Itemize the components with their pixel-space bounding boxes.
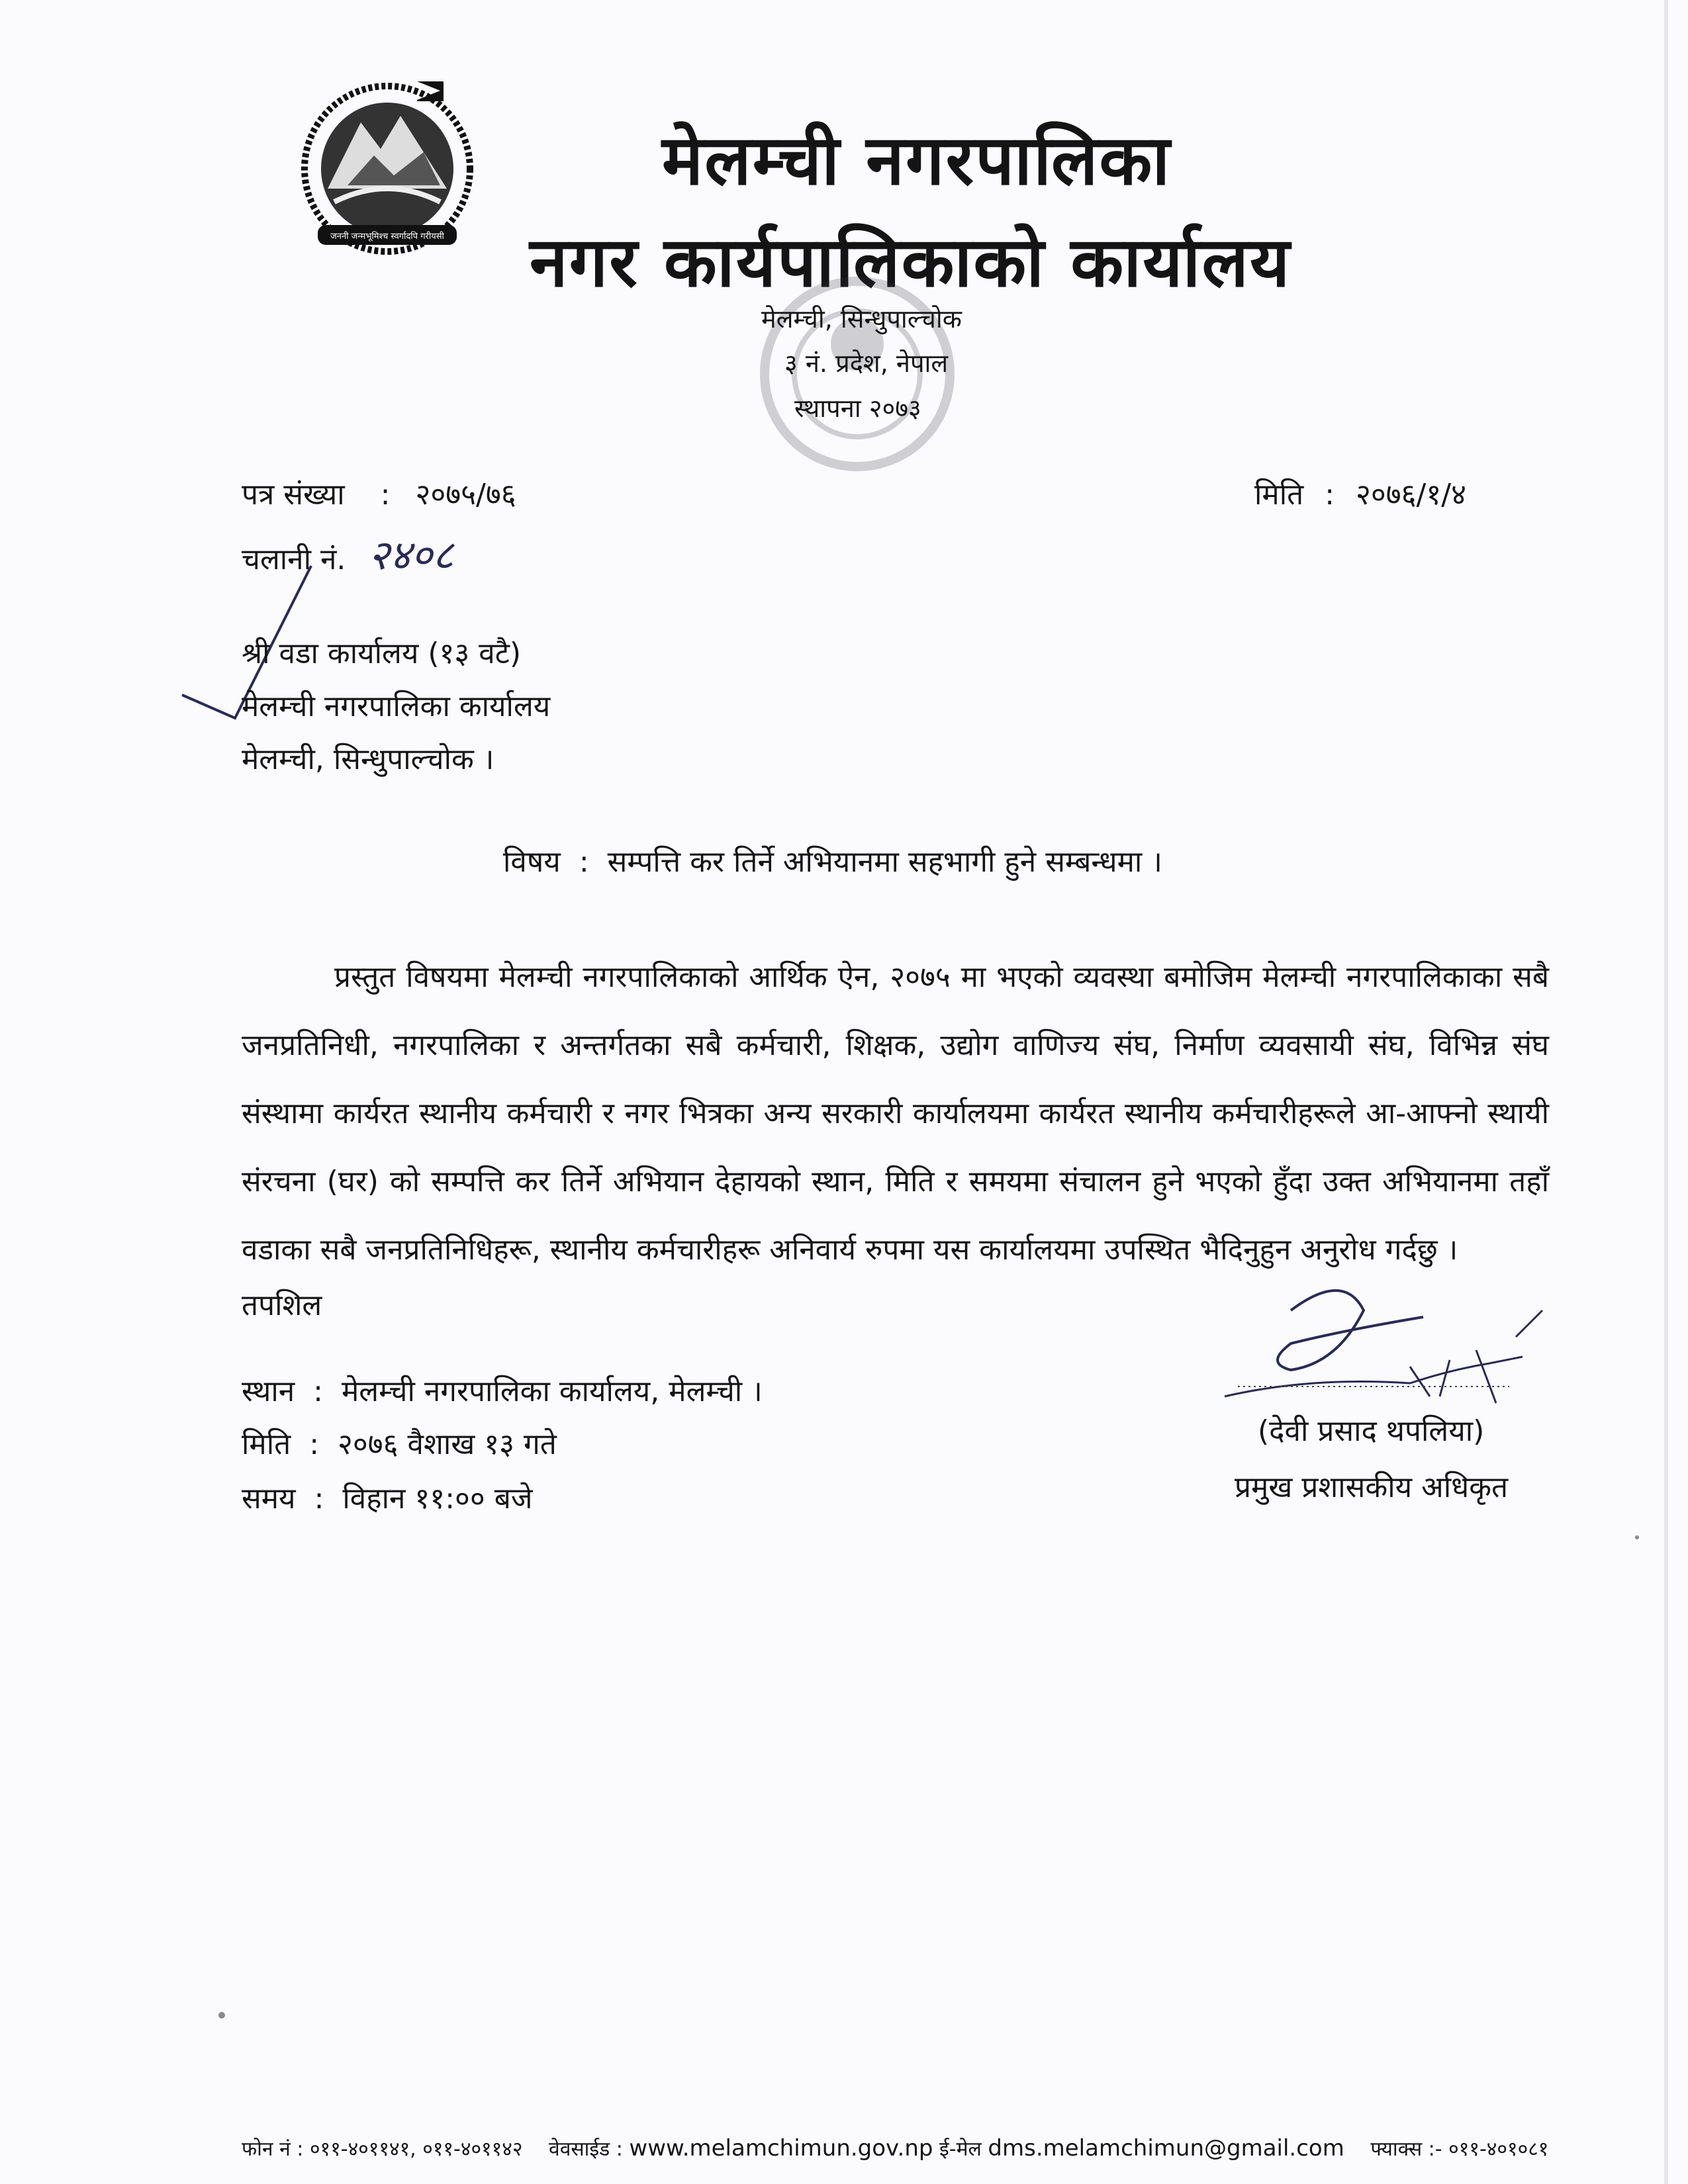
speck bbox=[218, 2012, 225, 2019]
detail-time-value: विहान ११:०० बजे bbox=[342, 1482, 533, 1516]
address-line-1: मेलम्ची, सिन्धुपाल्चोक bbox=[761, 304, 962, 334]
detail-time-label: समय bbox=[242, 1482, 296, 1516]
address-line-2: ३ नं. प्रदेश, नेपाल bbox=[784, 349, 949, 378]
office-title: नगर कार्यपालिकाको कार्यालय bbox=[530, 222, 1291, 302]
recipient-line-1: श्री वडा कार्यालय (१३ वटै) bbox=[242, 637, 522, 670]
footer-contact bbox=[242, 2134, 1665, 2161]
detail-place-label: स्थान bbox=[242, 1375, 295, 1408]
subject-text: सम्पत्ति कर तिर्ने अभियानमा सहभागी हुने सम्बन्धमा । bbox=[607, 845, 1162, 879]
municipality-title: मेलम्ची नगरपालिका bbox=[662, 120, 1172, 201]
detail-date-label: मिति bbox=[242, 1428, 291, 1461]
recipient-line-3: मेलम्ची, सिन्धुपाल्चोक । bbox=[242, 743, 494, 776]
detail-place-value: मेलम्ची नगरपालिका कार्यालय, मेलम्ची । bbox=[342, 1375, 763, 1408]
detail-time: समय : विहान ११:०० बजे bbox=[242, 1482, 533, 1516]
detail-date: मिति : २०७६ वैशाख १३ गते bbox=[242, 1428, 557, 1461]
speck bbox=[1635, 1535, 1639, 1539]
nepal-emblem-icon bbox=[281, 76, 493, 255]
subject: विषय : सम्पत्ति कर तिर्ने अभियानमा सहभागी हुने सम्बन्धमा । bbox=[503, 845, 1162, 879]
letter-number-value: २०७५/७६ bbox=[415, 478, 516, 512]
signatory-title: प्रमुख प्रशासकीय अधिकृत bbox=[1235, 1471, 1509, 1504]
detail-place: स्थान : मेलम्ची नगरपालिका कार्यालय, मेलम्ची । bbox=[242, 1375, 763, 1408]
detail-date-value: २०७६ वैशाख १३ गते bbox=[338, 1428, 557, 1461]
letter-date: मिति : २०७६/१/४ bbox=[1254, 478, 1466, 512]
footer-website-link[interactable]: www.melamchimun.gov.np bbox=[629, 2135, 933, 2161]
footer-fax-label: फ्याक्स :- bbox=[1370, 2138, 1442, 2161]
letter-number: पत्र संख्या : २०७५/७६ bbox=[242, 478, 516, 512]
subject-label: विषय bbox=[503, 845, 561, 879]
footer-email-link[interactable]: dms.melamchimun@gmail.com bbox=[988, 2135, 1344, 2161]
letter-date-value: २०७६/१/४ bbox=[1356, 478, 1466, 512]
dispatch-number-label: चलानी नं. bbox=[242, 543, 346, 576]
letter-number-label: पत्र संख्या bbox=[242, 478, 345, 512]
address-line-3: स्थापना २०७३ bbox=[794, 394, 921, 423]
footer-email-label: ई-मेल bbox=[939, 2138, 982, 2161]
footer-fax-value: ०११-४०१०८१ bbox=[1448, 2138, 1549, 2161]
details-heading: तपशिल bbox=[242, 1289, 322, 1322]
letter-date-label: मिति bbox=[1254, 478, 1304, 512]
dispatch-number-value: २४०८ bbox=[368, 531, 454, 579]
signatory-name: (देवी प्रसाद थपलिया) bbox=[1258, 1414, 1485, 1448]
footer-phone-value: ०११-४०११४१, ०११-४०११४२ bbox=[309, 2138, 523, 2161]
footer-website-label: वेवसाईड : bbox=[549, 2138, 623, 2161]
footer-phone-label: फोन नं : bbox=[242, 2138, 304, 2161]
recipient-line-2: मेलम्ची नगरपालिका कार्यालय bbox=[242, 690, 551, 723]
letter-body: प्रस्तुत विषयमा मेलम्ची नगरपालिकाको आर्थिक ऐन, २०७५ मा भएको व्यवस्था बमोजिम मेलम्ची नगरपालिकाका सबै जनप्रतिनिधी, नगरपालिका र अन्तर्गतका सबै कर्मचारी, शिक्षक, उद्योग वाणिज्य संघ, निर्माण व्यवसायी संघ, विभिन्न संघ संस्थामा कार्यरत स्थानीय कर्मचारी र नगर भित्रका अन्य सरकारी कार्यालयमा कार्यरत स्थानीय कर्मचारीहरूले आ-आफ्नो स्थायी संरचना (घर) को सम्पत्ति कर तिर्ने अभियान देहायको स्थान, मिति र समयमा संचालन हुने भएको हुँदा उक्त अभियानमा तहाँ वडाका सबै जनप्रतिनिधिहरू, स्थानीय कर्मचारीहरू अनिवार्य रुपमा यस कार्यालयमा उपस्थित भैदिनुहुन अनुरोध गर्दछु । bbox=[242, 960, 1549, 1267]
emblem-motto: जननी जन्मभूमिश्च स्वर्गादपि गरीयसी bbox=[330, 232, 444, 242]
